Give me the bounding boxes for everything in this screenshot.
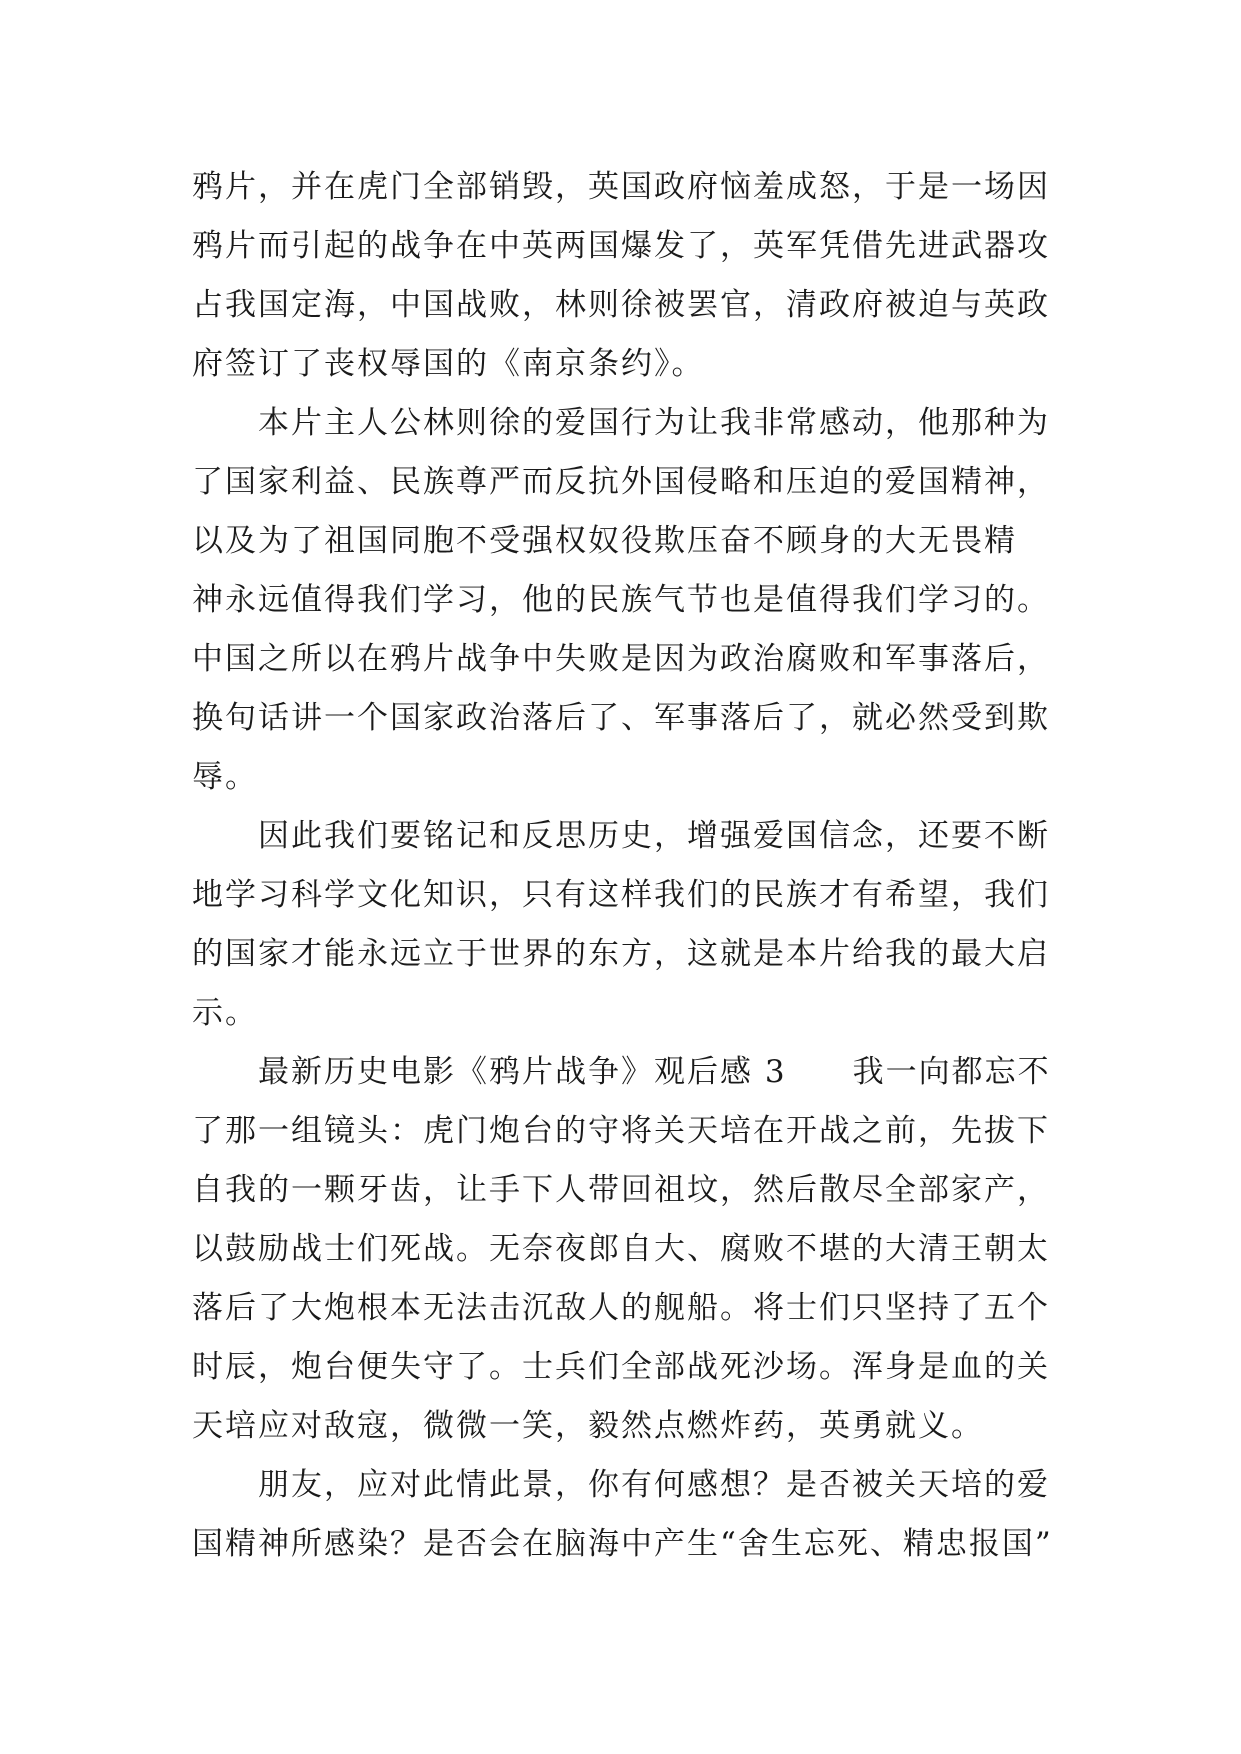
text-line: 的国家才能永远立于世界的东方，这就是本片给我的最大启 [192,936,1050,972]
text-line: 地学习科学文化知识，只有这样我们的民族才有希望，我们 [192,877,1050,913]
text-line: 换句话讲一个国家政治落后了、军事落后了，就必然受到欺 [192,700,1050,736]
text-line: 朋友，应对此情此景，你有何感想？是否被关天培的爱 [192,1467,1050,1503]
text-line: 了国家利益、民族尊严而反抗外国侵略和压迫的爱国精神， [192,464,1050,500]
body-text [192,158,1072,1574]
text-line: 时辰，炮台便失守了。士兵们全部战死沙场。浑身是血的关 [192,1349,1050,1385]
text-line: 国精神所感染？是否会在脑海中产生“舍生忘死、精忠报国” [192,1526,1053,1562]
text-line: 以及为了祖国同胞不受强权奴役欺压奋不顾身的大无畏精 [192,523,1017,559]
paragraph-4 [192,1043,1072,1456]
text-line: 鸦片，并在虎门全部销毁，英国政府恼羞成怒，于是一场因 [192,169,1050,205]
text-line: 天培应对敌寇，微微一笑，毅然点燃炸药，英勇就义。 [192,1408,984,1444]
text-line: 因此我们要铭记和反思历史，增强爱国信念，还要不断 [192,818,1050,854]
text-line: 示。 [192,995,258,1031]
text-line: 了那一组镜头：虎门炮台的守将关天培在开战之前，先拔下 [192,1113,1050,1149]
text-line: 占我国定海，中国战败，林则徐被罢官，清政府被迫与英政 [192,287,1050,323]
text-line: 鸦片而引起的战争在中英两国爆发了，英军凭借先进武器攻 [192,228,1050,264]
text-line: 以鼓励战士们死战。无奈夜郎自大、腐败不堪的大清王朝太 [192,1231,1050,1267]
text-line: 最新历史电影《鸦片战争》观后感 3 我一向都忘不 [192,1054,1051,1090]
text-line: 自我的一颗牙齿，让手下人带回祖坟，然后散尽全部家产， [192,1172,1050,1208]
text-line: 落后了大炮根本无法击沉敌人的舰船。将士们只坚持了五个 [192,1290,1050,1326]
text-line: 府签订了丧权辱国的《南京条约》。 [192,346,705,382]
text-line: 辱。 [192,759,258,795]
paragraph-1 [192,158,1072,394]
text-line: 中国之所以在鸦片战争中失败是因为政治腐败和军事落后， [192,641,1050,677]
text-line: 本片主人公林则徐的爱国行为让我非常感动，他那种为 [192,405,1050,441]
text-line: 神永远值得我们学习，他的民族气节也是值得我们学习的。 [192,582,1050,618]
paragraph-2 [192,394,1072,807]
paragraph-3 [192,807,1072,1043]
paragraph-5 [192,1456,1072,1574]
